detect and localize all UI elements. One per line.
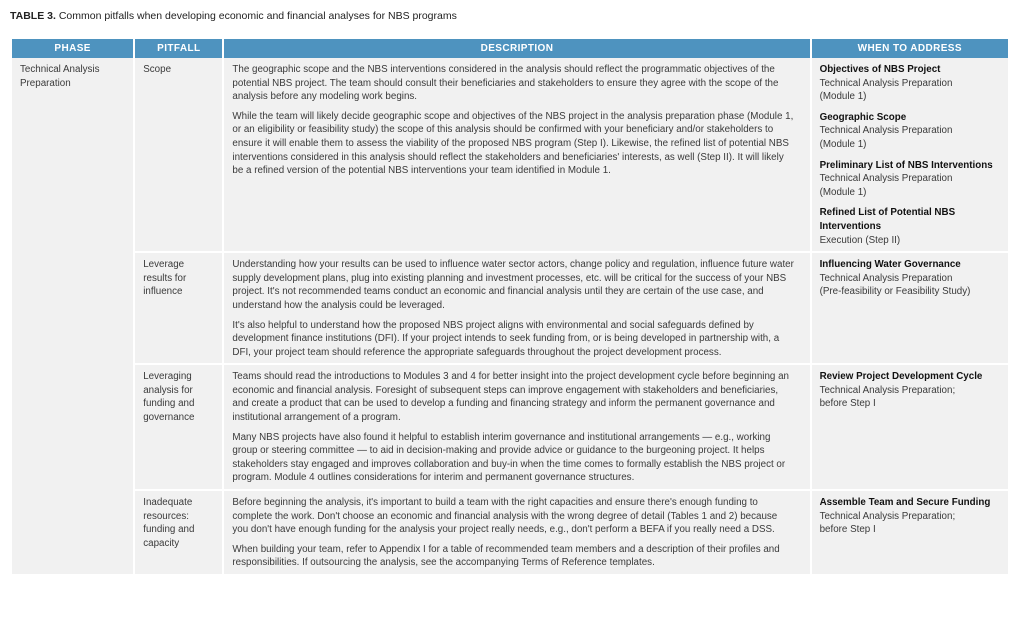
when-to-address-detail: before Step I xyxy=(819,398,876,410)
description-cell xyxy=(224,363,809,489)
when-to-address-item xyxy=(820,370,1000,411)
when-to-address-title: Geographic Scope xyxy=(819,111,907,123)
header-description: DESCRIPTION xyxy=(224,39,809,58)
description-paragraph: Understanding how your results can be used to influence water sector actors, change policy and regulation, influence future water supply development plans, plug into existing planning and investment processes, etc. will be critical for the success of your NBS project. It's not recommended teams conduct an economic and financial analysis until they are certain of the use case, and understand how the analysis could be leveraged. xyxy=(232,259,794,311)
when-to-address-detail: Execution (Step II) xyxy=(819,234,901,246)
when-to-address-title: Objectives of NBS Project xyxy=(819,64,941,75)
phase-cell: Technical Analysis Preparation xyxy=(12,58,133,574)
description-paragraph: Teams should read the introductions to Modules 3 and 4 for better insight into the project development cycle before beginning an economic and financial analysis. Foresight of subsequent steps can improve engagement with stakeholders and beneficiaries, and create a product that can be used to develop a funding and financing strategy and inform the permanent governance and institutional arrangement of a program. xyxy=(232,371,789,424)
table-row xyxy=(12,251,1008,363)
when-to-address-detail: Technical Analysis Preparation xyxy=(819,173,953,185)
when-to-address-detail: before Step I xyxy=(819,524,876,536)
table-caption xyxy=(10,10,457,22)
when-to-address-detail: (Pre-feasibility or Feasibility Study) xyxy=(819,286,971,298)
when-to-address-title: Influencing Water Governance xyxy=(819,259,961,271)
when-to-address-title: Review Project Development Cycle xyxy=(819,371,983,383)
description-cell xyxy=(224,251,809,363)
pitfalls-table xyxy=(10,39,1010,574)
header-when-to-address: WHEN TO ADDRESS xyxy=(812,39,1008,58)
when-to-address-title: Assemble Team and Secure Funding xyxy=(819,497,991,509)
when-to-address-detail: Technical Analysis Preparation xyxy=(819,77,953,89)
table-row xyxy=(12,363,1008,489)
header-phase: PHASE xyxy=(12,39,133,58)
description-paragraph: The geographic scope and the NBS interventions considered in the analysis should reflect the programmatic objectives of the potential NBS project. The team should consult their beneficiaries and stakeholders to ensure they agree with the scope of the analysis before any modeling work begins. xyxy=(232,64,779,103)
when-to-address-cell xyxy=(812,58,1008,251)
when-to-address-detail: (Module 1) xyxy=(819,186,867,198)
header-pitfall: PITFALL xyxy=(135,39,222,58)
when-to-address-detail: Technical Analysis Preparation; xyxy=(819,384,956,396)
description-paragraph: Many NBS projects have also found it helpful to establish interim governance and institutional arrangements — e.g., working group or steering committee — to aid in decision-making and provide advice or guidance to the burgeoning project. It helps stakeholders stay engaged and improves collaboration and buy-in when the time comes to formally establish the NBS project or program. Module 4 outlines considerations for interim and permanent governance structures. xyxy=(232,431,786,484)
description-paragraph: It's also helpful to understand how the proposed NBS project aligns with environmental and social safeguards defined by development finance institutions (DFI). If your project intends to seek funding from, or is being developed in partnership with, a DFI, your project team should reference the appropriate safeguards throughout the project development process. xyxy=(232,319,780,358)
description-cell xyxy=(224,489,809,574)
when-to-address-detail: (Module 1) xyxy=(819,91,867,103)
table-row xyxy=(12,489,1008,574)
table-body xyxy=(12,58,1008,574)
pitfall-cell: Inadequate resources: funding and capacity xyxy=(135,489,222,574)
table-caption-text: Common pitfalls when developing economic and financial analyses for NBS programs xyxy=(55,10,457,22)
when-to-address-detail: Technical Analysis Preparation; xyxy=(819,510,956,522)
description-paragraph: While the team will likely decide geographic scope and objectives of the NBS project in the analysis preparation phase (Module 1, or an eligibility or feasibility study) the scope of this analysis should be confirmed with your beneficiary and/or stakeholders to ensure it will enable them to assess the viability of the proposed NBS program (Step I). Likewise, the refined list of potential NBS interventions considered in this analysis should reflect the stakeholders and beneficiaries' interests, as well (Step II). It will likely be a refined version of the potential NBS interventions your team identified in Module 1. xyxy=(232,110,794,177)
when-to-address-detail: (Module 1) xyxy=(819,138,867,150)
when-to-address-cell xyxy=(812,363,1008,489)
when-to-address-cell xyxy=(812,489,1008,574)
when-to-address-title: Preliminary List of NBS Interventions xyxy=(819,159,993,171)
when-to-address-item xyxy=(820,159,1000,200)
when-to-address-item xyxy=(820,206,1000,247)
description-paragraph: When building your team, refer to Appendix I for a table of recommended team members and a description of their profiles and responsibilities. If outsourcing the analysis, see the accompanying Terms of Reference templates. xyxy=(232,543,780,569)
when-to-address-item xyxy=(820,496,1000,537)
when-to-address-detail: Technical Analysis Preparation xyxy=(819,125,953,137)
table-row xyxy=(12,58,1008,251)
header-row xyxy=(12,39,1008,58)
pitfall-cell: Leveraging analysis for funding and governance xyxy=(135,363,222,489)
when-to-address-item xyxy=(820,111,1000,152)
when-to-address-cell xyxy=(812,251,1008,363)
when-to-address-item xyxy=(820,63,1000,104)
pitfall-cell: Leverage results for influence xyxy=(135,251,222,363)
when-to-address-detail: Technical Analysis Preparation xyxy=(819,272,953,284)
description-cell xyxy=(224,58,809,251)
when-to-address-title: Refined List of Potential NBS Interventions xyxy=(819,207,956,232)
description-paragraph: Before beginning the analysis, it's important to build a team with the right capacities and ensure there's enough funding to complete the work. Don't choose an economic and financial analysis with the wrong degree of detail (Tables 1 and 2) because you don't have enough funding for the analysis your project really needs, e.g., don't perform a BEFA if you really need a DSS. xyxy=(232,497,778,536)
pitfall-cell: Scope xyxy=(135,58,222,251)
when-to-address-item xyxy=(820,258,1000,299)
table-caption-label: TABLE 3. xyxy=(10,10,56,22)
